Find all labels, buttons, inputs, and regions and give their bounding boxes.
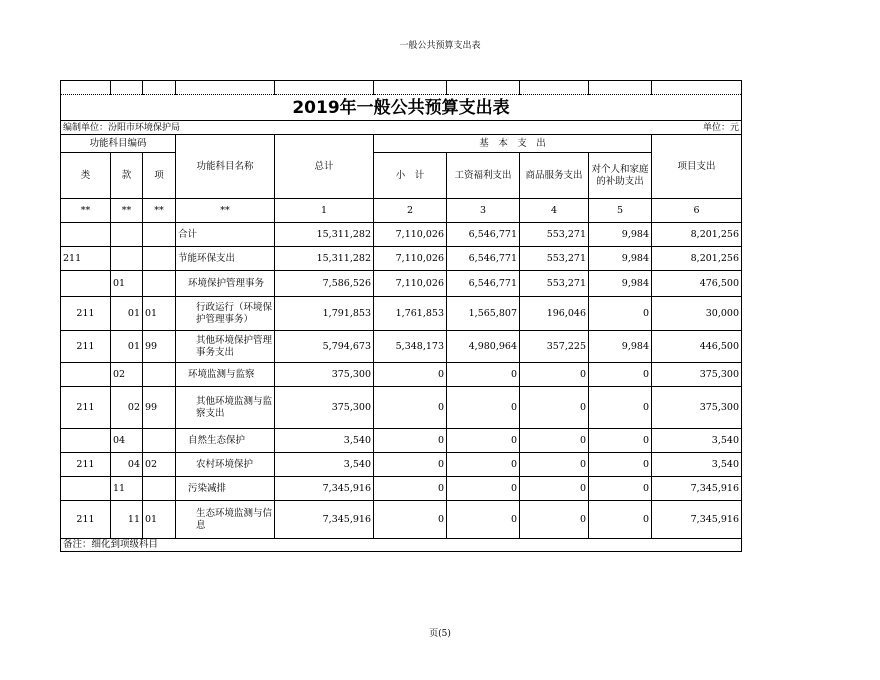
cell-wage: 0 [447, 453, 520, 477]
cell-xiang: 02 [143, 453, 176, 477]
cell-project: 375,300 [652, 363, 742, 387]
cell-wage: 1,565,807 [447, 297, 520, 331]
cell-project: 8,201,256 [652, 223, 742, 247]
cell-wage: 4,980,964 [447, 331, 520, 363]
cell-project: 476,500 [652, 271, 742, 297]
index-cell: 6 [652, 199, 742, 223]
cell-kuan: 02 [111, 387, 143, 429]
index-cell: 5 [589, 199, 652, 223]
table-row [61, 223, 742, 247]
cell-total: 3,540 [275, 429, 374, 453]
cell-lei: 211 [61, 247, 111, 271]
cell-project: 3,540 [652, 429, 742, 453]
header-wage: 工资福利支出 [447, 153, 520, 199]
table-row [61, 297, 742, 331]
cell-lei [61, 363, 111, 387]
cell-subsidy: 0 [589, 387, 652, 429]
cell-total: 1,791,853 [275, 297, 374, 331]
header-code-group: 功能科目编码 [61, 135, 176, 153]
currency-label: 单位：元 [652, 121, 742, 135]
cell-wage: 6,546,771 [447, 247, 520, 271]
index-cell: ** [111, 199, 143, 223]
cell-subtotal: 0 [374, 363, 447, 387]
cell-kuan: 01 [111, 331, 143, 363]
cell-subsidy: 0 [589, 429, 652, 453]
title-row [61, 95, 742, 121]
cell-goods: 196,046 [520, 297, 589, 331]
index-row [61, 199, 742, 223]
header-row-1 [61, 135, 742, 153]
cell-total: 7,586,526 [275, 271, 374, 297]
cell-name: 其他环境保护管理事务支出 [176, 331, 275, 363]
cell-kuan: 01 [111, 271, 143, 297]
cell-name: 行政运行（环境保护管理事务） [176, 297, 275, 331]
cell-xiang [143, 271, 176, 297]
cell-subsidy: 0 [589, 477, 652, 501]
cell-total: 5,794,673 [275, 331, 374, 363]
cell-project: 7,345,916 [652, 501, 742, 539]
cell-name: 合计 [176, 223, 275, 247]
cell-subtotal: 0 [374, 429, 447, 453]
index-cell: ** [61, 199, 111, 223]
index-cell: ** [176, 199, 275, 223]
table-row [61, 271, 742, 297]
cell-goods: 0 [520, 477, 589, 501]
header-total: 总计 [275, 135, 374, 199]
cell-subtotal: 1,761,853 [374, 297, 447, 331]
cell-xiang [143, 477, 176, 501]
cell-kuan: 04 [111, 453, 143, 477]
cell-wage: 6,546,771 [447, 223, 520, 247]
cell-total: 3,540 [275, 453, 374, 477]
cell-project: 3,540 [652, 453, 742, 477]
cell-total: 15,311,282 [275, 247, 374, 271]
cell-goods: 0 [520, 429, 589, 453]
cell-wage: 0 [447, 363, 520, 387]
cell-total: 7,345,916 [275, 477, 374, 501]
cell-kuan: 04 [111, 429, 143, 453]
header-name: 功能科目名称 [176, 135, 275, 199]
index-cell: 2 [374, 199, 447, 223]
cell-subtotal: 0 [374, 501, 447, 539]
budget-table [60, 80, 742, 552]
cell-subsidy: 0 [589, 453, 652, 477]
header-project: 项目支出 [652, 135, 742, 199]
table-row [61, 331, 742, 363]
cell-total: 375,300 [275, 363, 374, 387]
cell-xiang: 99 [143, 331, 176, 363]
index-cell: 3 [447, 199, 520, 223]
index-cell: 4 [520, 199, 589, 223]
cell-name: 农村环境保护 [176, 453, 275, 477]
table-row [61, 453, 742, 477]
header-xiang: 项 [143, 153, 176, 199]
index-cell: ** [143, 199, 176, 223]
cell-xiang [143, 429, 176, 453]
cell-lei: 211 [61, 387, 111, 429]
cell-lei [61, 477, 111, 501]
cell-goods: 0 [520, 501, 589, 539]
note-row [61, 539, 742, 552]
cell-name: 自然生态保护 [176, 429, 275, 453]
cell-goods: 553,271 [520, 247, 589, 271]
cell-subtotal: 0 [374, 453, 447, 477]
cell-subsidy: 0 [589, 501, 652, 539]
cell-subsidy: 0 [589, 363, 652, 387]
cell-xiang: 01 [143, 297, 176, 331]
cell-wage: 0 [447, 429, 520, 453]
header-subsidy: 对个人和家庭的补助支出 [589, 153, 652, 199]
cell-subsidy: 9,984 [589, 223, 652, 247]
cell-lei: 211 [61, 501, 111, 539]
cell-xiang [143, 223, 176, 247]
cell-goods: 0 [520, 453, 589, 477]
cell-kuan [111, 223, 143, 247]
cell-wage: 0 [447, 501, 520, 539]
cell-lei: 211 [61, 331, 111, 363]
cell-goods: 0 [520, 363, 589, 387]
cell-wage: 0 [447, 477, 520, 501]
table-row [61, 501, 742, 539]
note-text: 备注：细化到项级科目 [61, 539, 742, 552]
cell-total: 15,311,282 [275, 223, 374, 247]
cell-subtotal: 5,348,173 [374, 331, 447, 363]
cell-name: 环境保护管理事务 [176, 271, 275, 297]
cell-subtotal: 7,110,026 [374, 223, 447, 247]
cell-lei [61, 223, 111, 247]
cell-lei [61, 429, 111, 453]
cell-kuan: 11 [111, 501, 143, 539]
cell-name: 生态环境监测与信息 [176, 501, 275, 539]
cell-lei: 211 [61, 453, 111, 477]
cell-subtotal: 7,110,026 [374, 247, 447, 271]
cell-wage: 0 [447, 387, 520, 429]
cell-lei: 211 [61, 297, 111, 331]
cell-wage: 6,546,771 [447, 271, 520, 297]
header-subtotal: 小 计 [374, 153, 447, 199]
cell-project: 375,300 [652, 387, 742, 429]
table-row [61, 247, 742, 271]
cell-kuan [111, 247, 143, 271]
cell-name: 污染减排 [176, 477, 275, 501]
cell-subsidy: 9,984 [589, 247, 652, 271]
page-title: 2019年一般公共预算支出表 [61, 95, 742, 121]
header-goods: 商品服务支出 [520, 153, 589, 199]
cell-subsidy: 9,984 [589, 331, 652, 363]
cell-kuan: 01 [111, 297, 143, 331]
cell-total: 7,345,916 [275, 501, 374, 539]
page-footer: 页(5) [429, 629, 451, 639]
header-lei: 类 [61, 153, 111, 199]
cell-xiang [143, 247, 176, 271]
spacer-row [61, 81, 742, 95]
unit-label: 编制单位：汾阳市环境保护局 [61, 121, 652, 135]
cell-xiang [143, 363, 176, 387]
cell-subtotal: 7,110,026 [374, 271, 447, 297]
cell-subsidy: 9,984 [589, 271, 652, 297]
unit-row [61, 121, 742, 135]
header-row-2 [61, 153, 742, 199]
cell-project: 8,201,256 [652, 247, 742, 271]
cell-goods: 553,271 [520, 271, 589, 297]
cell-kuan: 11 [111, 477, 143, 501]
cell-name: 环境监测与监察 [176, 363, 275, 387]
cell-xiang: 01 [143, 501, 176, 539]
cell-goods: 357,225 [520, 331, 589, 363]
header-kuan: 款 [111, 153, 143, 199]
cell-goods: 0 [520, 387, 589, 429]
cell-lei [61, 271, 111, 297]
cell-project: 7,345,916 [652, 477, 742, 501]
cell-kuan: 02 [111, 363, 143, 387]
cell-name: 节能环保支出 [176, 247, 275, 271]
table-row [61, 429, 742, 453]
table-row [61, 387, 742, 429]
cell-total: 375,300 [275, 387, 374, 429]
page-header: 一般公共预算支出表 [399, 41, 481, 51]
header-basic-group: 基 本 支 出 [374, 135, 652, 153]
cell-subtotal: 0 [374, 387, 447, 429]
cell-name: 其他环境监测与监察支出 [176, 387, 275, 429]
cell-goods: 553,271 [520, 223, 589, 247]
cell-subsidy: 0 [589, 297, 652, 331]
cell-project: 446,500 [652, 331, 742, 363]
cell-subtotal: 0 [374, 477, 447, 501]
cell-xiang: 99 [143, 387, 176, 429]
cell-project: 30,000 [652, 297, 742, 331]
index-cell: 1 [275, 199, 374, 223]
table-row [61, 477, 742, 501]
table-row [61, 363, 742, 387]
